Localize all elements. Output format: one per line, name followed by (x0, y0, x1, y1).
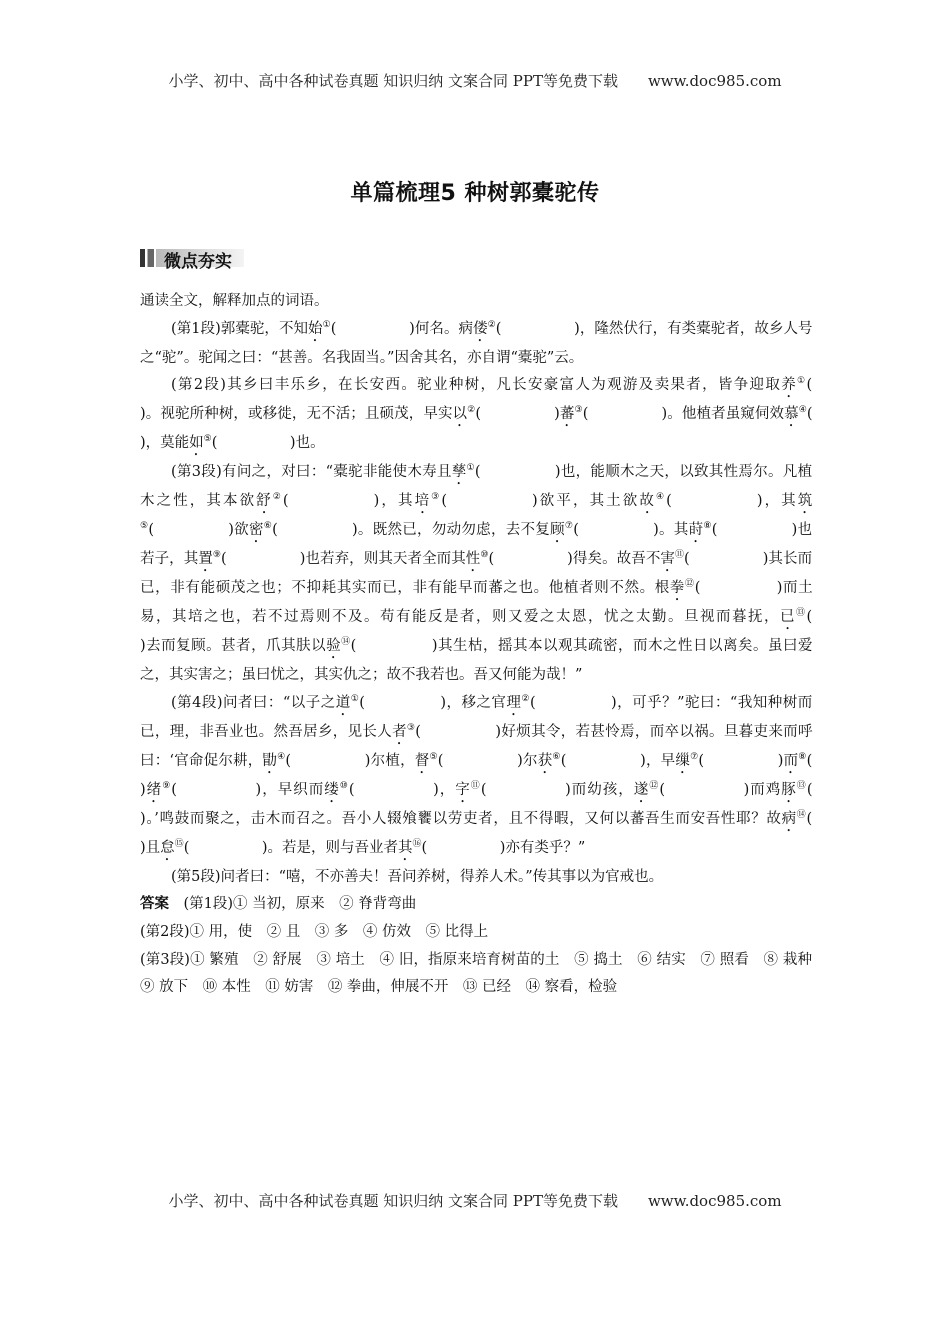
answer-p3: (第3段)① 繁殖 ② 舒展 ③ 培土 ④ 旧，指原来培育树苗的土 ⑤ 捣土 ⑥ 结实 ⑦ 照看 ⑧ 栽种 ⑨ 放下 ⑩ 本性 ⑪ 妨害 ⑫ 拳曲，伸展不开 ⑬ 已经 ⑭ 察看，检验 (140, 951, 827, 996)
header-text: 小学、初中、高中各种试卷真题 知识归纳 文案合同 PPT等免费下载 (168, 72, 618, 90)
note-marker: ② (272, 492, 283, 503)
note-marker: ⑦ (564, 521, 574, 532)
section-label: 微点夯实 (164, 252, 232, 272)
note-marker: ④ (798, 405, 807, 416)
note-marker: ⑪ (674, 550, 685, 561)
note-marker: ⑬ (796, 780, 807, 791)
note-marker: ① (322, 319, 331, 330)
note-marker: ⑩ (480, 550, 489, 561)
note-marker: ⑥ (263, 521, 273, 532)
note-marker: ⑪ (470, 780, 481, 791)
paragraph-4: (第4段)问者曰：“以子之道①( )，移之官理②( )，可乎？”驼曰：“我知种树而已，理，非吾业也。然吾居乡，见长人者③( )好烦其令，若甚怜焉，而卒以祸。旦暮吏来而呼曰：‘官命促尔耕，勖④( )尔植，督⑤( )尔获⑥( )，早缫⑦( )而⑧( )绪⑨( )，早织而缕⑩( )，字⑪( )而幼孩，遂⑫( )而鸡豚⑬( )。’鸣鼓而聚之，击木而召之。吾小人辍飧饔以劳吏者，且不得暇，又何以蕃吾生而安吾性耶？故病⑭( )且怠⑮( )。若是，则与吾业者其⑯( )亦有类乎？” (140, 693, 813, 856)
paragraph-1: (第1段)郭橐驼，不知始①( )何名。病偻②( )，隆然伏行，有类橐驼者，故乡人号之“驼”。驼闻之曰：“甚善。名我固当。”因舍其名，亦自谓“橐驼”云。 (140, 319, 813, 366)
paragraph-3: (第3段)有问之，对曰：“橐驼非能使木寿且孳①( )也，能顺木之天，以致其性焉尔。凡植木之性，其本欲舒②( )，其培③( )欲平，其土欲故④( )，其筑⑤( )欲密⑥( )。既然已，勿动勿虑，去不复顾⑦( )。其莳⑧( )也若子，其置⑨( )也若弃，则其天者全而其性⑩( )得矣。故吾不害⑪( )其长而已，非有能硕茂之也；不抑耗其实而已，非有能早而蕃之也。他植者则不然。根拳⑫( )而土易，其培之也，若不过焉则不及。苟有能反是者，则又爱之太恩，忧之太勤。旦视而暮抚，已⑬( )去而复顾。甚者，爪其肤以验⑭( )其生枯，摇其本以观其疏密，而木之性日以离矣。虽曰爱之，其实害之；虽曰忧之，其实仇之；故不我若也。吾又何能为哉！” (140, 463, 813, 684)
footer-site[interactable]: www.doc985.com (647, 1192, 782, 1210)
note-marker: ⑤ (429, 751, 438, 762)
note-marker: ③ (431, 492, 442, 503)
note-marker: ② (467, 405, 476, 416)
note-marker: ② (521, 693, 530, 704)
note-marker: ① (466, 463, 475, 474)
note-marker: ⑤ (203, 434, 212, 445)
note-marker: ⑧ (798, 751, 807, 762)
note-marker: ⑯ (412, 838, 422, 849)
page-footer (0, 1190, 950, 1211)
note-marker: ⑫ (649, 780, 660, 791)
note-marker: ③ (406, 722, 416, 733)
note-marker: ① (350, 693, 360, 704)
section-bar-icon (140, 249, 154, 267)
note-marker: ⑤ (140, 521, 149, 532)
note-marker: ① (797, 376, 807, 387)
note-marker: ⑫ (685, 579, 695, 590)
note-marker: ⑨ (212, 550, 222, 561)
answer-p2: (第2段)① 用，使 ② 且 ③ 多 ④ 仿效 ⑤ 比得上 (140, 923, 489, 940)
paragraph-2: (第2段)其乡曰丰乐乡，在长安西。驼业种树，凡长安豪富人为观游及卖果者，皆争迎取养①( )。视驼所种树，或移徙，无不活；且硕茂，早实以②( )蕃③( )。他植者虽窥伺效慕④( )，莫能如⑤( )也。 (140, 376, 813, 452)
note-marker: ⑧ (703, 521, 712, 532)
note-marker: ④ (277, 751, 286, 762)
answer-line-1 (140, 891, 812, 919)
exercise-body (140, 288, 827, 1002)
header-site[interactable]: www.doc985.com (647, 72, 782, 90)
paragraph-5: (第5段)问者曰：“嘻，不亦善夫！吾问养树，得养人术。”传其事以为官戒也。 (171, 868, 664, 885)
page-header (0, 70, 950, 91)
note-marker: ⑭ (796, 809, 807, 820)
answer-p1: (第1段)① 当初，原来 ② 脊背弯曲 (183, 896, 417, 913)
note-marker: ⑮ (174, 838, 184, 849)
note-marker: ③ (574, 405, 583, 416)
footer-text: 小学、初中、高中各种试卷真题 知识归纳 文案合同 PPT等免费下载 (168, 1192, 618, 1210)
section-heading (140, 247, 244, 272)
note-marker: ⑦ (690, 751, 699, 762)
note-marker: ④ (655, 492, 667, 503)
note-marker: ⑥ (552, 751, 561, 762)
page-title: 单篇梳理5 种树郭橐驼传 (350, 181, 600, 206)
instruction: 通读全文，解释加点的词语。 (140, 293, 329, 309)
note-marker: ⑭ (341, 637, 351, 648)
note-marker: ⑬ (796, 608, 807, 619)
note-marker: ⑩ (339, 780, 349, 791)
note-marker: ⑨ (162, 780, 172, 791)
note-marker: ② (487, 319, 496, 330)
answer-label: 答案 (140, 896, 169, 913)
